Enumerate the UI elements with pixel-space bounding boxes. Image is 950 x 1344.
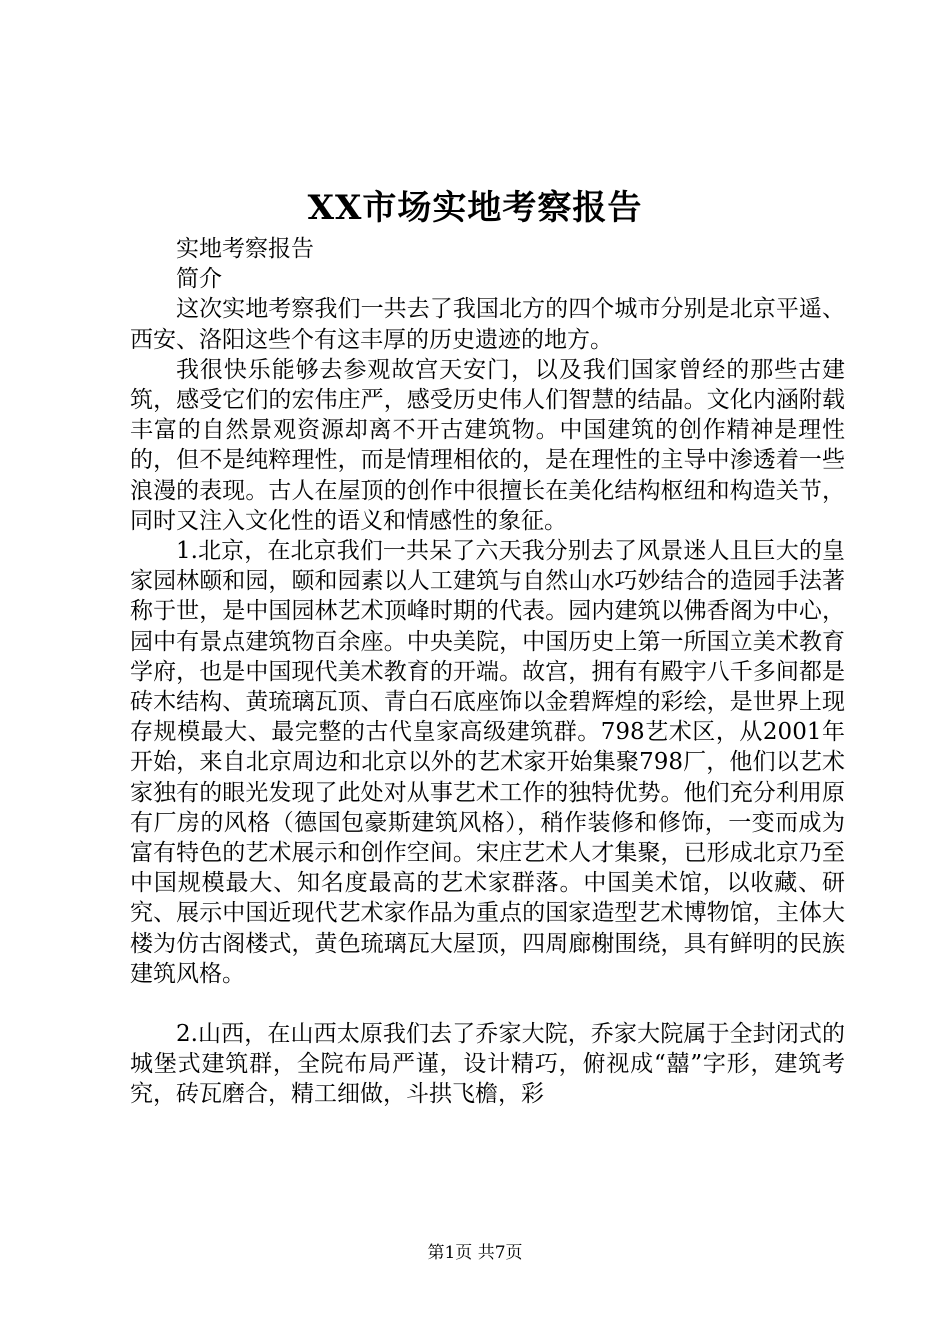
document-title: XX市场实地考察报告 [307,188,643,228]
paragraph-beijing: 1.北京，在北京我们一共呆了六天我分别去了风景迷人且巨大的皇家园林颐和园，颐和园素以人工建筑与自然山水巧妙结合的造园手法著称于世，是中国园林艺术顶峰时期的代表。园内建筑以佛香阁为中心，园中有景点建筑物百余座。中央美院，中国历史上第一所国立美术教育学府，也是中国现代美术教育的开端。故宫，拥有有殿宇八千多间都是砖木结构、黄琉璃瓦顶、青白石底座饰以金碧辉煌的彩绘，是世界上现存规模最大、最完整的古代皇家高级建筑群。798艺术区，从2001年开始，来自北京周边和北京以外的艺术家开始集聚798厂，他们以艺术家独有的眼光发现了此处对从事艺术工作的独特优势。他们充分利用原有厂房的风格（德国包豪斯建筑风格），稍作装修和修饰，一变而成为富有特色的艺术展示和创作空间。宋庄艺术人才集聚，已形成北京乃至中国规模最大、知名度最高的艺术家群落。中国美术馆，以收藏、研究、展示中国近现代艺术家作品为重点的国家造型艺术博物馆，主体大楼为仿古阁楼式，黄色琉璃瓦大屋顶，四周廊榭围绕，具有鲜明的民族建筑风格。 [130,538,845,987]
paragraph-intro-heading: 简介 [176,266,222,293]
paragraph-subtitle: 实地考察报告 [176,236,314,262]
document-body [130,234,845,1110]
page-number-footer: 第1页 共7页 [427,1243,523,1263]
paragraph-intro: 这次实地考察我们一共去了我国北方的四个城市分别是北京平遥、西安、洛阳这些个有这丰厚的历史遗迹的地方。 [130,296,845,353]
paragraph-shanxi: 2.山西，在山西太原我们去了乔家大院，乔家大院属于全封闭式的城堡式建筑群，全院布局严谨，设计精巧，俯视成“囍”字形，建筑考究，砖瓦磨合，精工细做，斗拱飞檐，彩 [130,1021,845,1108]
paragraph-architecture: 我很快乐能够去参观故宫天安门，以及我们国家曾经的那些古建筑，感受它们的宏伟庄严，感受历史伟人们智慧的结晶。文化内涵附载丰富的自然景观资源却离不开古建筑物。中国建筑的创作精神是理性的，但不是纯粹理性，而是情理相依的，是在理性的主导中渗透着一些浪漫的表现。古人在屋顶的创作中很擅长在美化结构枢纽和构造关节，同时又注入文化性的语义和情感性的象征。 [130,356,845,534]
